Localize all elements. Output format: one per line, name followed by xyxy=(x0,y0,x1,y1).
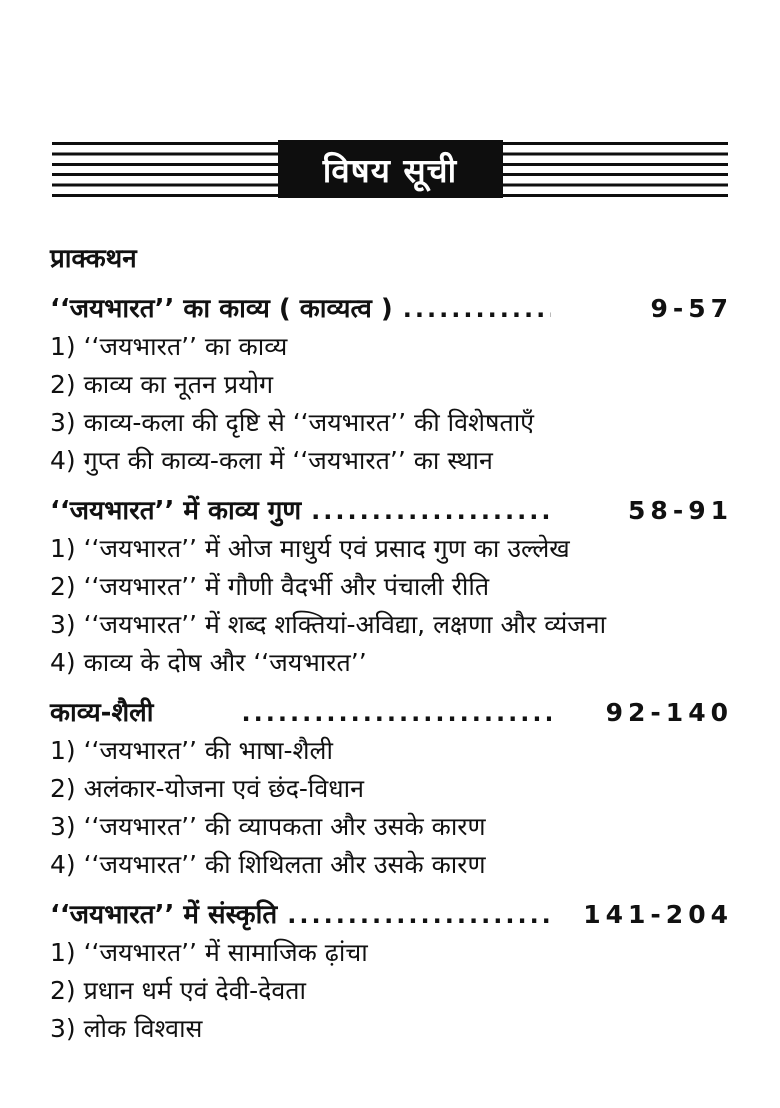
toc-page-range: 141-204 xyxy=(583,900,733,929)
toc-page-range: 58-91 xyxy=(628,496,733,525)
toc-section-head xyxy=(50,694,733,732)
toc-section-kavya-gun xyxy=(50,492,733,682)
toc-item: 2) ‘‘जयभारत’’ में गौणी वैदर्भी और पंचाली रीति xyxy=(50,572,490,601)
toc-section-head xyxy=(50,492,733,530)
toc-item: 2) अलंकार-योजना एवं छंद-विधान xyxy=(50,774,364,803)
toc-section-title: काव्य-शैली xyxy=(50,698,154,728)
dot-leader xyxy=(311,492,551,530)
toc-section-head xyxy=(50,896,733,934)
toc-section-kavya-shaili xyxy=(50,694,733,884)
toc-section-title: ‘‘जयभारत’’ में काव्य गुण xyxy=(50,496,302,526)
preface-heading: प्राक्कथन xyxy=(50,244,137,274)
toc-content xyxy=(0,240,780,1048)
dot-leader xyxy=(287,896,551,934)
toc-item: 1) ‘‘जयभारत’’ में ओज माधुर्य एवं प्रसाद गुण का उल्लेख xyxy=(50,534,570,563)
toc-item: 3) काव्य-कला की दृष्टि से ‘‘जयभारत’’ की विशेषताएँ xyxy=(50,408,534,437)
toc-section-title: ‘‘जयभारत’’ में संस्कृति xyxy=(50,900,278,930)
toc-item: 2) प्रधान धर्म एवं देवी-देवता xyxy=(50,976,307,1005)
toc-item: 4) ‘‘जयभारत’’ की शिथिलता और उसके कारण xyxy=(50,850,486,879)
toc-section-title: ‘‘जयभारत’’ का काव्य ( काव्यत्व ) xyxy=(50,294,393,324)
toc-page-range: 92-140 xyxy=(605,698,733,727)
toc-item: 3) ‘‘जयभारत’’ की व्यापकता और उसके कारण xyxy=(50,812,486,841)
toc-section-kavya xyxy=(50,290,733,480)
toc-section-head xyxy=(50,290,733,328)
dot-leader xyxy=(403,290,551,328)
toc-section-sanskriti xyxy=(50,896,733,1048)
toc-item: 1) ‘‘जयभारत’’ में सामाजिक ढ़ांचा xyxy=(50,938,368,967)
banner-title-box xyxy=(278,140,503,198)
toc-item: 3) लोक विश्वास xyxy=(50,1014,203,1043)
toc-item: 4) काव्य के दोष और ‘‘जयभारत’’ xyxy=(50,648,367,677)
toc-item: 2) काव्य का नूतन प्रयोग xyxy=(50,370,274,399)
toc-item: 4) गुप्त की काव्य-कला में ‘‘जयभारत’’ का स्थान xyxy=(50,446,493,475)
toc-item: 3) ‘‘जयभारत’’ में शब्द शक्तियां-अविद्या, लक्षणा और व्यंजना xyxy=(50,610,607,639)
toc-banner xyxy=(52,140,728,198)
toc-page-range: 9-57 xyxy=(650,294,733,323)
page-title: विषय सूची xyxy=(322,150,458,190)
banner-rule-lines-right xyxy=(503,142,729,197)
toc-item: 1) ‘‘जयभारत’’ की भाषा-शैली xyxy=(50,736,333,765)
dot-leader xyxy=(242,694,551,732)
banner-rule-lines-left xyxy=(52,142,278,197)
toc-item: 1) ‘‘जयभारत’’ का काव्य xyxy=(50,332,288,361)
